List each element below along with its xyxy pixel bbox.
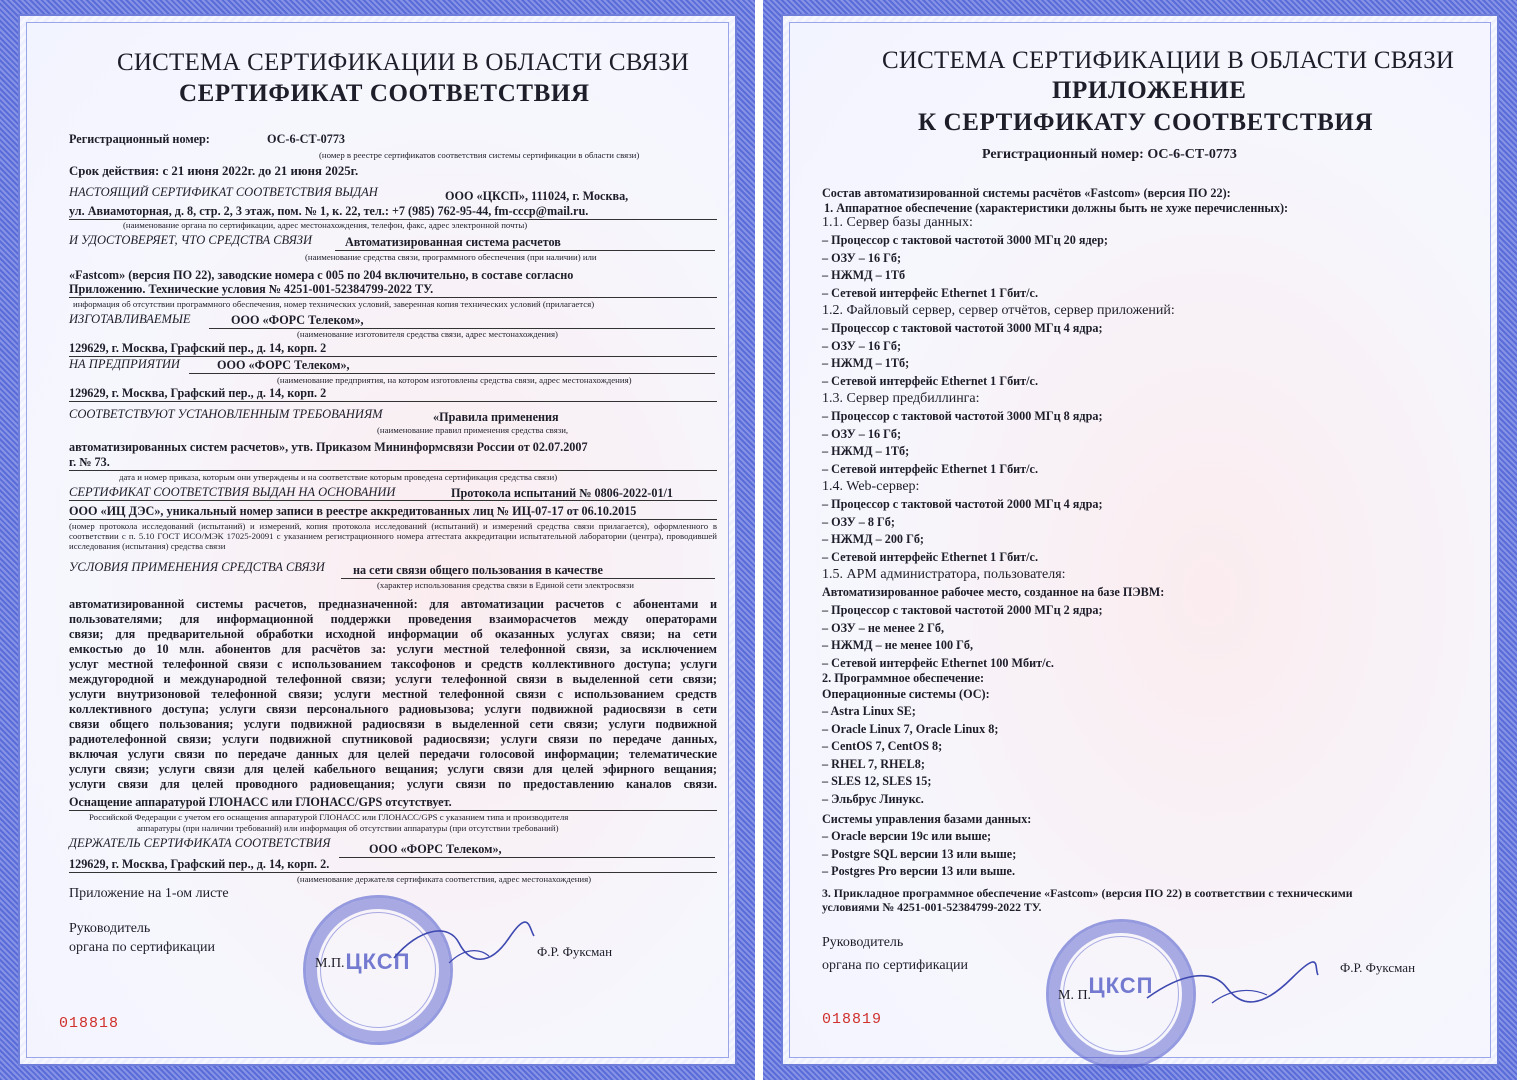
list-item: – ОЗУ – 16 Гб; (822, 338, 902, 353)
list-item: – НЖМД – 1Тб (822, 268, 906, 283)
list-item: – НЖМД – 200 Гб; (822, 532, 924, 547)
enterprise-address: 129629, г. Москва, Графский пер., д. 14, корп. 2 (69, 386, 717, 402)
section-1-1: 1.1. Сервер базы данных: (822, 215, 973, 230)
conform-label: СООТВЕТСТВУЮТ УСТАНОВЛЕННЫМ ТРЕБОВАНИЯМ (69, 407, 383, 421)
list-item: – НЖМД – 1Тб; (822, 444, 910, 459)
serial-number: 018819 (822, 1011, 883, 1028)
list-item: – CentOS 7, CentOS 8; (822, 739, 943, 754)
glonass-note1: Российской Федерации с учетом его оснащения аппаратурой ГЛОНАСС или ГЛОНАСС/GPS с указанием типа и производителя (89, 812, 569, 822)
reg-number: Регистрационный номер: ОС-6-СТ-0773 (982, 147, 1237, 162)
issued-label: НАСТОЯЩИЙ СЕРТИФИКАТ СООТВЕТСТВИЯ ВЫДАН (69, 185, 378, 199)
usage-value: на сети связи общего пользования в качестве (341, 563, 715, 579)
section-1-4-list (822, 496, 1103, 566)
usage-note: (характер использования средства связи в Единой сети электросвязи (377, 580, 634, 590)
manufacturer-note: (наименование изготовителя средства связи, адрес местонахождения) (297, 329, 558, 339)
reg-note: (номер в реестре сертификатов соответствия системы сертификации в области связи) (319, 150, 640, 160)
product-note: информация об отсутствии программного обеспечения, номер технических условий, заверенная копия технических условий (прилагается) (73, 299, 595, 309)
system-title: СИСТЕМА СЕРТИФИКАЦИИ В ОБЛАСТИ СВЯЗИ (117, 49, 690, 76)
section-1-5: 1.5. АРМ администратора, пользователя: (822, 567, 1066, 582)
holder-value: ООО «ФОРС Телеком», (339, 842, 715, 858)
list-item: – Сетевой интерфейс Ethernet 1 Гбит/с. (822, 373, 1039, 388)
app-line1: 3. Прикладное программное обеспечение «Fastcom» (версия ПО 22) в соответствии с техническими (822, 886, 1353, 900)
serial-number: 018818 (59, 1015, 120, 1032)
usage-text-line: автоматизированной системы расчетов, предназначенной: для автоматизации расчетов с абонентами и (69, 597, 717, 611)
list-item: – Процессор с тактовой частотой 2000 МГц 2 ядра; (822, 603, 1103, 617)
mp-mark: М. П. (1058, 988, 1092, 1003)
doc-title: СЕРТИФИКАТ СООТВЕТСТВИЯ (179, 80, 590, 107)
enterprise-value: ООО «ФОРС Телеком», (189, 358, 715, 374)
manufacturer-value: ООО «ФОРС Телеком», (209, 313, 715, 329)
head-title-line1: Руководитель (69, 921, 151, 936)
usage-label: УСЛОВИЯ ПРИМЕНЕНИЯ СРЕДСТВА СВЯЗИ (69, 560, 325, 574)
reg-label: Регистрационный номер: (69, 132, 210, 146)
product-line1: «Fastcom» (версия ПО 22), заводские номера с 005 по 204 включительно, в составе согласно (69, 268, 574, 282)
signature (389, 918, 539, 978)
list-item: – Процессор с тактовой частотой 3000 МГц 4 ядра; (822, 321, 1103, 335)
conform-line2: автоматизированных систем расчетов», утв. Приказом Мининформсвязи России от 02.07.2007 (69, 440, 588, 454)
certifies-label: И УДОСТОВЕРЯЕТ, ЧТО СРЕДСТВА СВЯЗИ (69, 233, 313, 247)
usage-text-line: услуги связи для целей проводного радиовещания; услуги связи по предоставлению каналов связи. (69, 777, 717, 791)
signer-name: Ф.Р. Фуксман (1340, 960, 1416, 975)
signature (1142, 953, 1322, 1013)
usage-text-line: связи; для предварительной обработки исходной информации об оказанных услугах связи; на сети (69, 627, 717, 641)
list-item: – Процессор с тактовой частотой 3000 МГц 8 ядра; (822, 409, 1103, 423)
issued-value: ООО «ЦКСП», 111024, г. Москва, (445, 189, 629, 203)
list-item: – Процессор с тактовой частотой 3000 МГц 20 ядер; (822, 233, 1108, 247)
section-1-5-sub: Автоматизированное рабочее место, созданное на базе ПЭВМ: (822, 585, 1165, 599)
holder-address: 129629, г. Москва, Графский пер., д. 14, корп. 2. (69, 857, 717, 873)
list-item: – Oracle Linux 7, Oracle Linux 8; (822, 721, 999, 736)
list-item: – Postgres Pro версии 13 или выше. (822, 864, 1016, 879)
section-1-2-list (822, 320, 1103, 390)
list-item: – ОЗУ – 16 Гб; (822, 426, 902, 441)
enterprise-label: НА ПРЕДПРИЯТИИ (69, 357, 180, 371)
list-item: – Сетевой интерфейс Ethernet 1 Гбит/с. (822, 461, 1039, 476)
usage-text-line: емкостью до 10 млн. абонентов для расчётов за: услуги местной телефонной связи, за исключением (69, 642, 717, 656)
head-title-line2: органа по сертификации (69, 940, 216, 955)
manufacturer-address: 129629, г. Москва, Графский пер., д. 14, корп. 2 (69, 341, 717, 357)
list-item: – НЖМД – не менее 100 Гб, (822, 638, 974, 653)
certificate-sheet (0, 0, 755, 1080)
hw-header: 1. Аппаратное обеспечение (характеристики должны быть не хуже перечисленных): (824, 201, 1289, 215)
list-item: – НЖМД – 1Тб; (822, 356, 910, 371)
certifies-note: (наименование средства связи, программного обеспечения (при наличии) или (305, 252, 597, 262)
list-item: – SLES 12, SLES 15; (822, 774, 932, 789)
holder-label: ДЕРЖАТЕЛЬ СЕРТИФИКАТА СООТВЕТСТВИЯ (69, 836, 331, 850)
usage-text-line: радиотелефонной связи; услуги подвижной спутниковой радиосвязи; услуги связи по передаче данных, (69, 732, 717, 746)
doc-title-line2: К СЕРТИФИКАТУ СООТВЕТСТВИЯ (918, 109, 1374, 136)
usage-text-line: коллективного доступа; услуги связи персонального радиовызова; услуги подвижной радиосвязи в сети (69, 702, 717, 716)
section-1-3-list (822, 408, 1103, 478)
usage-text-line: связи общего пользования; услуги подвижной радиосвязи в выделенной сети связи; услуги подвижной (69, 717, 717, 731)
head-title-line2: органа по сертификации (822, 958, 969, 973)
list-item: – Postgre SQL версии 13 или выше; (822, 846, 1017, 861)
conform-note2: дата и номер приказа, которым они утверждены и на соответствие которым проведена сертификация средства связи) (119, 472, 558, 482)
basis-label: СЕРТИФИКАТ СООТВЕТСТВИЯ ВЫДАН НА ОСНОВАНИИ (69, 485, 717, 501)
conform-note: (наименование правил применения средства связи, (377, 425, 569, 435)
system-title: СИСТЕМА СЕРТИФИКАЦИИ В ОБЛАСТИ СВЯЗИ (882, 47, 1455, 74)
section-1-1-list (822, 232, 1108, 302)
usage-text-line: междугородной и международной телефонной связи; услуги телефонной связи в выделенной сети связи; (69, 672, 717, 686)
basis-note: (номер протокола исследований (испытаний) и измерений, копия протокола исследований (испытаний) и измерений средства связи прилагается), оформленного в соответствии с п. 5.10 ГОСТ ИСО/МЭК 17025-20091 с указанием регистрационного номера аттестата аккредитации испытательной лаборатории (центра), проводившей исследования (испытания) средства связи (69, 521, 717, 551)
certifies-value: Автоматизированная система расчетов (335, 235, 715, 251)
reg-number: ОС-6-СТ-0773 (267, 132, 346, 146)
validity: Срок действия: с 21 июня 2022г. до 21 июня 2025г. (69, 164, 359, 178)
db-header: Системы управления базами данных: (822, 812, 1032, 826)
list-item: – Процессор с тактовой частотой 2000 МГц 4 ядра; (822, 497, 1103, 511)
head-title-line1: Руководитель (822, 935, 904, 950)
app-line2: условиями № 4251-001-52384799-2022 ТУ. (822, 900, 1042, 914)
section-1-4: 1.4. Web-сервер: (822, 479, 920, 494)
db-list (822, 828, 1016, 881)
intro-line: Состав автоматизированной системы расчётов «Fastcom» (версия ПО 22): (822, 186, 1231, 200)
conform-line3: г. № 73. (69, 455, 717, 471)
list-item: – Эльбрус Линукс. (822, 791, 924, 806)
usage-text (69, 597, 717, 792)
list-item: – ОЗУ – 8 Гб; (822, 514, 895, 529)
usage-text-line: включая услуги связи по передаче данных для целей передачи голосовой информации; телематические (69, 747, 717, 761)
usage-text-line: услуг местной телефонной связи с использованием таксофонов и средств коллективного доступа; услуги (69, 657, 717, 671)
os-list (822, 703, 998, 809)
list-item: – Astra Linux SE; (822, 704, 916, 718)
list-item: – Oracle версии 19с или выше; (822, 829, 992, 843)
appendix-sheet (763, 0, 1517, 1080)
product-line2: Приложению. Технические условия № 4251-001-52384799-2022 ТУ. (69, 282, 717, 298)
sw-header: 2. Программное обеспечение: (822, 671, 985, 685)
signer-name: Ф.Р. Фуксман (537, 944, 613, 959)
conform-value: «Правила применения (433, 410, 559, 424)
os-header: Операционные системы (ОС): (822, 687, 990, 701)
section-1-5-list (822, 602, 1103, 672)
glonass-note2: аппаратуры (при наличии требований) или информация об отсутствии аппаратуры (при отсутствии требований) (137, 823, 559, 833)
list-item: – Сетевой интерфейс Ethernet 1 Гбит/с. (822, 285, 1039, 300)
section-1-2: 1.2. Файловый сервер, сервер отчётов, сервер приложений: (822, 303, 1175, 318)
doc-title-line1: ПРИЛОЖЕНИЕ (1052, 77, 1247, 104)
issued-line2: ул. Авиамоторная, д. 8, стр. 2, 3 этаж, пом. № 1, к. 22, тел.: +7 (985) 762-95-44, fm-cccp@mail.ru. (69, 204, 717, 220)
usage-text-line: услуги внутризоновой телефонной связи; услуги местной телефонной связи с использованием средств (69, 687, 717, 701)
glonass-line: Оснащение аппаратурой ГЛОНАСС или ГЛОНАСС/GPS отсутствует. (69, 795, 717, 811)
mp-mark: М.П. (315, 956, 345, 971)
stamp-text: ЦКСП (345, 949, 411, 974)
appendix-note: Приложение на 1-ом листе (69, 886, 229, 901)
list-item: – Сетевой интерфейс Ethernet 100 Мбит/с. (822, 655, 1054, 670)
list-item: – ОЗУ – 16 Гб; (822, 250, 902, 265)
usage-text-line: пользователями; для информационной поддержки проведения взаиморасчетов между операторами (69, 612, 717, 626)
holder-note: (наименование держателя сертификата соответствия, адрес местонахождения) (297, 874, 592, 884)
usage-text-line: услуги связи; услуги связи для целей кабельного вещания; услуги связи для целей эфирного вещания; (69, 762, 717, 776)
basis-value: Протокола испытаний № 0806-2022-01/1 (451, 486, 674, 500)
list-item: – RHEL 7, RHEL8; (822, 756, 925, 771)
list-item: – ОЗУ – не менее 2 Гб, (822, 620, 944, 635)
issued-note: (наименование органа по сертификации, адрес местонахождения, телефон, факс, адрес электронной почты) (123, 220, 528, 230)
list-item: – Сетевой интерфейс Ethernet 1 Гбит/с. (822, 549, 1039, 564)
basis-line2: ООО «ИЦ ДЭС», уникальный номер записи в реестре аккредитованных лиц № ИЦ-07-17 от 06.10.2015 (69, 504, 717, 520)
manufacturer-label: ИЗГОТАВЛИВАЕМЫЕ (69, 312, 191, 326)
enterprise-note: (наименование предприятия, на котором изготовлены средства связи, адрес местонахождения) (277, 375, 632, 385)
section-1-3: 1.3. Сервер предбиллинга: (822, 391, 980, 406)
stamp-text: ЦКСП (1088, 973, 1154, 998)
